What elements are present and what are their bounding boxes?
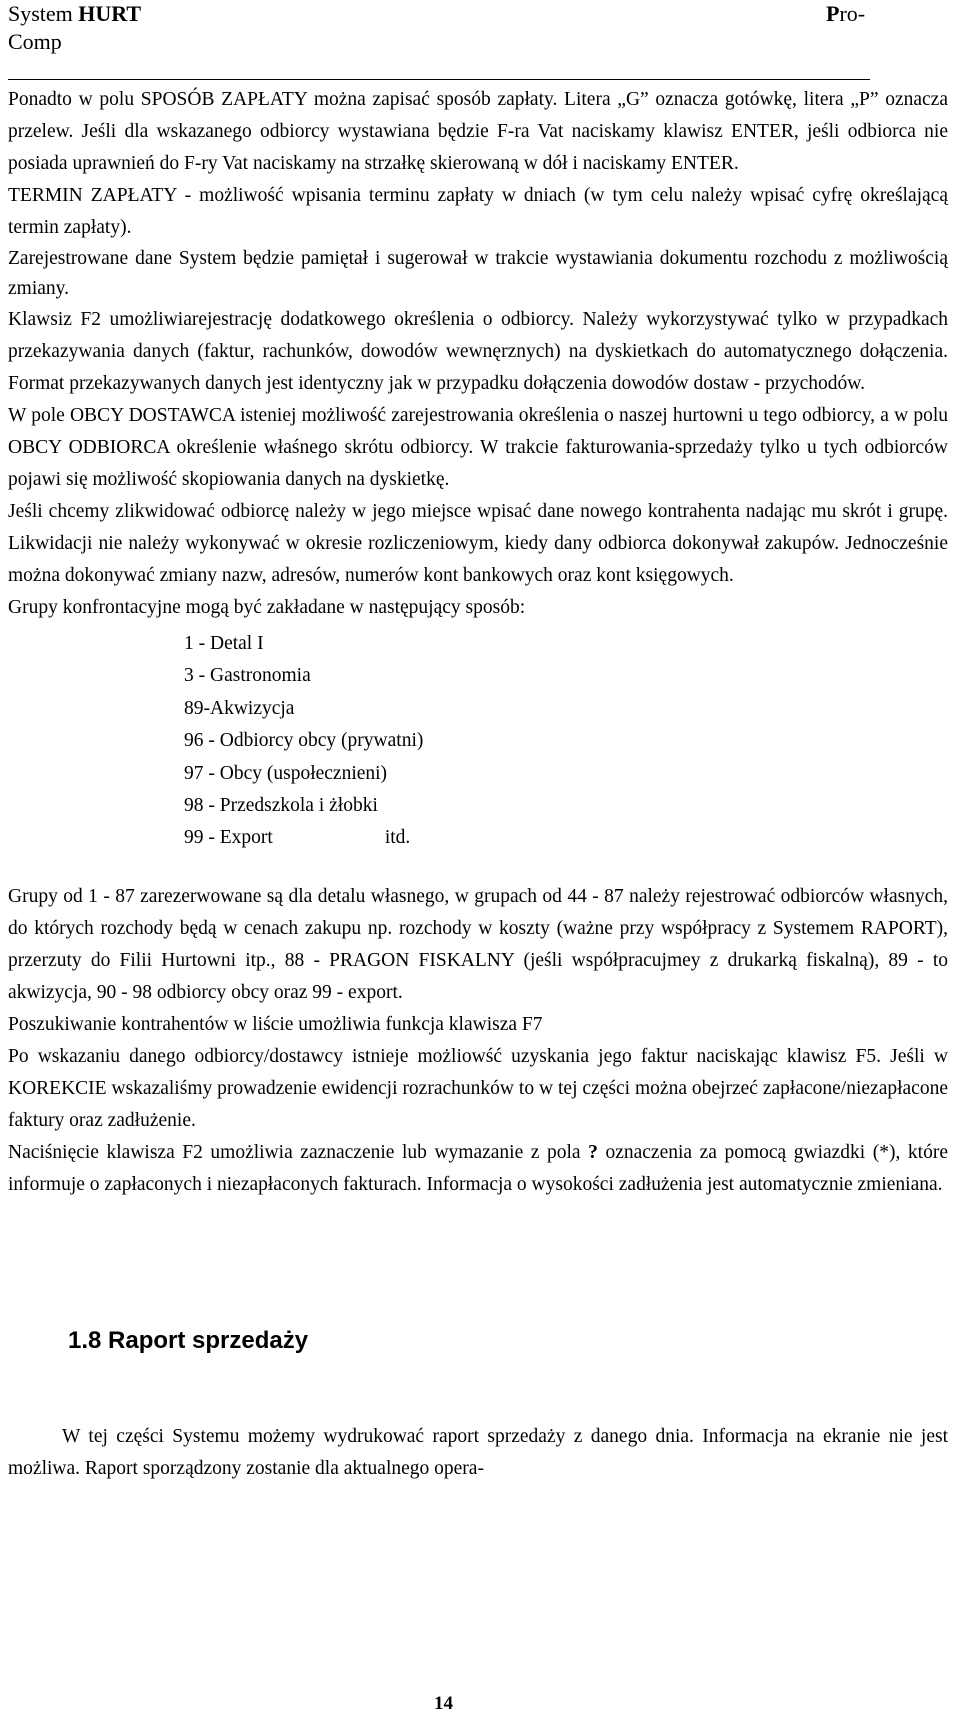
list-item: 99 - Export itd. xyxy=(8,822,948,854)
paragraph-foreign-supplier: W pole OBCY DOSTAWCA isteniej możliwość zarejestrowania określenia o naszej hurtowni u tego odbiorcy, a w polu OBCY ODBIORCA określenie właśnego skrótu odbiorcy. W trakcie fakturowania-sprzedaży tylko u tych odbiorców pojawi się możliwość skopiowania danych na dyskietkę. xyxy=(8,405,948,490)
paragraph-registered-data: Zarejestrowane dane System będzie pamiętał i sugerował w trakcie wystawiania dokumentu rozchodu z możliwością zmiany. xyxy=(8,248,948,299)
header-rule xyxy=(8,79,870,80)
page-header xyxy=(8,0,952,56)
question-mark-bold: ? xyxy=(588,1141,598,1163)
list-item: 97 - Obcy (uspołecznieni) xyxy=(184,762,388,784)
section-heading: 1.8 Raport sprzedaży xyxy=(68,1327,309,1354)
paragraph-f2-marking: Naciśnięcie klawisza F2 umożliwia zaznaczenie lub wymazanie z pola ? oznaczenia za pomocą gwiazdki (*), które informuje o zapłaconych i niezapłaconych fakturach. Informacja o wysokości zadłużenia jest automatycznie zmieniana. xyxy=(8,1141,948,1195)
paragraph-f2-key: Klawsiz F2 umożliwiarejestrację dodatkowego określenia o odbiorcy. Należy wykorzystywać tylko w przypadkach przekazywania danych (faktur, rachunków, dowodów wewnęrznych) na dyskietkach do automatycznego dołączenia. Format przekazywanych danych jest identyczny jak w przypadku dołączenia dowodów dostaw - przychodów. xyxy=(8,309,948,394)
page-number: 14 xyxy=(434,1693,453,1714)
header-pro-text: ro- xyxy=(839,1,866,26)
main-content xyxy=(8,84,948,1201)
document-page xyxy=(8,0,952,1714)
paragraph-payment-method: Ponadto w polu SPOSÓB ZAPŁATY można zapisać sposób zapłaty. Litera „G” oznacza gotówkę, litera „P” oznacza przelew. Jeśli dla wskazanego odbiorcy wystawiana będzie F-ra Vat naciskamy klawisz ENTER, jeśli odbiorca nie posiada uprawnień do F-ry Vat naciskamy na strzałkę skierowaną w dół i naciskamy ENTER. xyxy=(8,89,948,174)
list-tail-etc: itd. xyxy=(384,827,411,849)
group-list xyxy=(8,628,948,855)
header-system-text: System xyxy=(8,1,79,26)
paragraph-sales-report: W tej części Systemu możemy wydrukować raport sprzedaży z danego dnia. Informacja na ekranie nie jest możliwa. Raport sporządzony zostanie dla aktualnego opera- xyxy=(8,1426,948,1479)
list-item: 3 - Gastronomia xyxy=(184,665,311,687)
list-item: 1 - Detal I xyxy=(184,633,264,654)
header-line-2: Comp xyxy=(8,29,62,54)
header-left xyxy=(8,0,141,56)
list-item: 96 - Odbiorcy obcy (prywatni) xyxy=(184,730,424,752)
paragraph-payment-term: TERMIN ZAPŁATY - możliwość wpisania terminu zapłaty w dniach (w tym celu należy wpisać cyfrę określającą termin zapłaty). xyxy=(8,185,948,238)
spacer xyxy=(8,855,948,881)
header-pro-letter: P xyxy=(826,1,840,26)
list-item: 89-Akwizycja xyxy=(184,697,295,719)
paragraph-f5-invoices: Po wskazaniu danego odbiorcy/dostawcy istnieje możliowść uzyskania jego faktur naciskając klawisz F5. Jeśli w KOREKCIE wskazaliśmy prowadzenie ewidencji rozrachunków to w tej części można obejrzeć zapłacone/niezapłacone faktury oraz zadłużenie. xyxy=(8,1045,948,1131)
header-hurt-text: HURT xyxy=(78,1,142,26)
list-item: 98 - Przedszkola i żłobki xyxy=(184,795,378,817)
header-line-1 xyxy=(8,0,141,28)
paragraph-groups-intro: Grupy konfrontacyjne mogą być zakładane w następujący sposób: xyxy=(8,597,526,618)
header-right xyxy=(826,0,865,28)
paragraph-f7-search: Poszukiwanie kontrahentów w liście umożliwia funkcja klawisza F7 xyxy=(8,1013,543,1035)
paragraph-delete-recipient: Jeśli chcemy zlikwidować odbiorcę należy w jego miejsce wpisać dane nowego kontrahenta nadając mu skrót i grupę. Likwidacji nie należy wykonywać w okresie rozliczeniowym, kiedy dany odbiorca dokonywał zakupów. Jednocześnie można dokonywać zmiany nazw, adresów, numerów kont bankowych oraz kont księgowych. xyxy=(8,501,948,586)
section-body xyxy=(8,1421,948,1485)
paragraph-groups-detail: Grupy od 1 - 87 zarezerwowane są dla detalu własnego, w grupach od 44 - 87 należy rejestrować odbiorców własnych, do których rozchody będą w cenach zakupu np. rozchody w koszty (ważne przy współpracy z Systemem RAPORT), przerzuty do Filii Hurtowni itp., 88 - PRAGON FISKALNY (jeśli współpracujmey z drukarką fiskalną), 89 - to akwizycja, 90 - 98 odbiorcy obcy oraz 99 - export. xyxy=(8,885,948,1003)
